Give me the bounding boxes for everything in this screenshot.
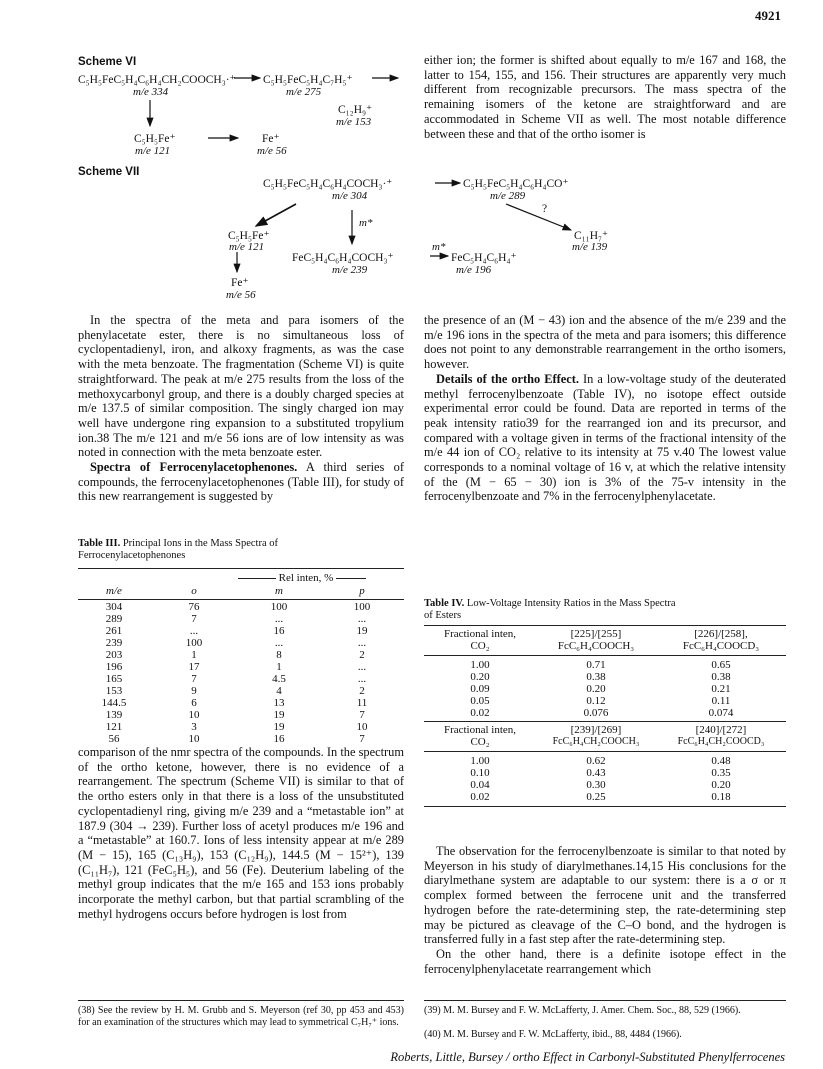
table-cell: 165 — [105, 673, 123, 685]
table-cell: 0.05 — [470, 695, 490, 707]
col-header-para: p — [359, 585, 365, 597]
table-cell: 10 — [188, 733, 200, 745]
page-number: 4921 — [755, 8, 781, 23]
table-cell: ... — [357, 673, 367, 685]
table-row — [424, 767, 786, 779]
table-cell: 1.00 — [470, 755, 490, 767]
scheme-vii-metastable-label: m* — [432, 241, 446, 253]
table-cell: 261 — [105, 625, 123, 637]
table-cell: 16 — [273, 733, 285, 745]
table-cell: 19 — [356, 625, 368, 637]
table-row — [424, 779, 786, 791]
table-iv-header-2 — [424, 724, 786, 748]
right-column-upper — [424, 313, 786, 504]
paragraph-meyerson: The observation for the ferrocenylbenzoate is similar to that noted by Meyerson in his study of diarylmethanes.14,15 His conclusions for the diarylmethane system are adaptable to our system: there is a σ or π complex formed between the ferrocene unit and the transferred hydrogen before the rate-determining step, the rate-determining step may be pictured as cleavage of the C–O bond, and the hydrogen is transferred fully in a fast step after the rate-determining step. — [424, 844, 786, 947]
table-cell: 9 — [191, 685, 197, 697]
table-row — [424, 707, 786, 719]
table-cell: 0.38 — [711, 671, 731, 683]
scheme-vi-fragment-121: C₅H₅Fe⁺ — [134, 133, 176, 145]
table-iv-top-rule — [424, 625, 786, 626]
table-cell: 121 — [105, 721, 123, 733]
paragraph-ortho-ketone: comparison of the nmr spectra of the compounds. In the spectrum of the ortho ketone, however, there is no evidence of a rearrangement. The spectrum (Scheme VII) is similar to that of the ortho esters only in that there is a loss of the unsubstituted cyclopentadienyl ring, giving m/e 239 and a “metastable ion” at 187.9 (304 → 239). Further loss of acetyl produces m/e 196 and a “metastable” at 160.7. Ions of less intensity appear at m/e 289 (M − 15), 165 (C₁₃H₉), 153 (C₁₂H₉), 144.5 (M − 15²⁺), 139 (C₁₁H₇), 121 (FeC₅H₅), and 56 (Fe). Deuterium labeling of the methyl group indicates that the m/e 165 and 153 ions probably incorporate the methyl carbon, but that partial scrambling of the methyl hydrogens occurs before hydrogen is lost from — [78, 745, 404, 921]
col-header: FcC₆H₄CH₂COOCD₃ — [677, 736, 765, 747]
table-row — [78, 685, 404, 697]
table-cell: 0.02 — [470, 707, 490, 719]
col-header: Fractional inten, — [443, 628, 517, 640]
col-header: Fractional inten, — [443, 724, 517, 736]
scheme-vii-fragment-139: C₁₁H₇⁺ — [574, 230, 609, 242]
footnote-40: (40) M. M. Bursey and F. W. McLafferty, ibid., 88, 4484 (1966). — [424, 1029, 682, 1040]
table-row — [78, 625, 404, 637]
scheme-vi-parent-ion: C₅H₅FeC₅H₄C₆H₄CH₂COOCH₃·⁺ — [78, 74, 236, 86]
table-cell: 17 — [188, 661, 200, 673]
scheme-vii-fragment-196: FeC₅H₄C₆H₄⁺ — [451, 252, 517, 264]
table-cell: 2 — [359, 685, 365, 697]
table-row — [424, 659, 786, 671]
table-cell: 0.11 — [711, 695, 731, 707]
scheme-vii-fragment-289: C₅H₅FeC₅H₄C₆H₄CO⁺ — [463, 178, 569, 190]
scheme-vii-fragment-56-mz: m/e 56 — [226, 289, 256, 301]
table-iv-header-rule — [424, 655, 786, 656]
table-cell: 0.21 — [711, 683, 731, 695]
table-iv-header-rule-2 — [424, 751, 786, 752]
table-label: Table IV. — [424, 598, 465, 609]
table-cell: 19 — [273, 721, 285, 733]
table-row — [78, 637, 404, 649]
running-footer: Roberts, Little, Bursey / ortho Effect in Carbonyl-Substituted Phenylferrocenes — [390, 1050, 785, 1064]
col-header-ortho: o — [191, 585, 197, 597]
table-cell: 19 — [273, 709, 285, 721]
table-row — [78, 721, 404, 733]
table-row — [78, 613, 404, 625]
paragraph-isotope-effect: On the other hand, there is a definite isotope effect in the ferrocenylphenylacetate rearrangement which — [424, 946, 786, 976]
table-cell: 0.30 — [586, 779, 606, 791]
right-column-intro — [424, 53, 786, 141]
col-header-meta: m — [275, 585, 283, 597]
table-iv-caption — [424, 598, 684, 622]
col-header: FcC₆H₄COOCD₃ — [682, 640, 760, 652]
table-cell: 10 — [188, 709, 200, 721]
right-column-lower — [424, 844, 786, 976]
scheme-vi-fragment-121-mz: m/e 121 — [135, 145, 171, 157]
table-cell: 0.20 — [586, 683, 606, 695]
scheme-vii-fragment-121: C₅H₅Fe⁺ — [228, 230, 270, 242]
table-cell: 139 — [105, 709, 123, 721]
scheme-vii-metastable-label: m* — [359, 217, 373, 229]
col-header: CO₂ — [470, 640, 490, 652]
caption-text: Low-Voltage Intensity Ratios in the Mass Spectra of Esters — [424, 598, 676, 621]
table-cell: ... — [357, 637, 367, 649]
table-iii-top-rule — [78, 568, 404, 569]
scheme-vii-fragment-139-mz: m/e 139 — [572, 241, 608, 253]
table-cell: 16 — [273, 625, 285, 637]
table-row — [424, 755, 786, 767]
table-cell: 0.43 — [586, 767, 606, 779]
table-cell: 0.65 — [711, 659, 731, 671]
table-iv-body-1 — [424, 659, 786, 719]
scheme-arrows — [0, 0, 823, 300]
table-cell: 0.10 — [470, 767, 490, 779]
table-row — [78, 709, 404, 721]
col-header-mz: m/e — [106, 585, 122, 597]
table-cell: 0.074 — [708, 707, 734, 719]
table-iv-header-1 — [424, 628, 786, 652]
table-cell: 0.04 — [470, 779, 490, 791]
table-cell: 7 — [191, 673, 197, 685]
scheme-vii-fragment-239-mz: m/e 239 — [332, 264, 368, 276]
table-cell: 0.48 — [711, 755, 731, 767]
scheme-vi-label: Scheme VI — [78, 56, 137, 68]
table-cell: 0.38 — [586, 671, 606, 683]
table-iii-header-rule — [78, 599, 404, 600]
scheme-vii-parent-mz: m/e 304 — [332, 190, 368, 202]
table-cell: 203 — [105, 649, 123, 661]
table-row — [424, 683, 786, 695]
table-cell: 76 — [188, 601, 200, 613]
table-cell: ... — [357, 661, 367, 673]
scheme-vii-label: Scheme VII — [78, 166, 140, 178]
col-header: [240]/[272] — [695, 724, 747, 736]
table-cell: 7 — [191, 613, 197, 625]
footnote-38: (38) See the review by H. M. Grubb and S. Meyerson (ref 30, pp 453 and 453) for an examination of the structures which may lead to symmetrical C₇H₇⁺ ions. — [78, 1005, 404, 1028]
table-cell: 7 — [359, 709, 365, 721]
scheme-vi-parent-mz: m/e 334 — [133, 86, 169, 98]
scheme-vii-fragment-121-mz: m/e 121 — [229, 241, 265, 253]
col-header: FcC₆H₄COOCH₃ — [557, 640, 635, 652]
table-cell: 7 — [359, 733, 365, 745]
arrow-289-to-139 — [506, 204, 571, 230]
table-row — [78, 697, 404, 709]
group-header-text: Rel inten, % — [278, 572, 334, 584]
left-column-lower — [78, 745, 404, 921]
col-header: [225]/[255] — [570, 628, 622, 640]
paragraph-ortho-effect — [424, 372, 786, 504]
table-cell: 196 — [105, 661, 123, 673]
table-cell: 100 — [353, 601, 371, 613]
table-cell: 1 — [276, 661, 282, 673]
paragraph-text: In a low-voltage study of the deuterated methyl ferrocenylbenzoate (Table IV), no isotope effect outside experimental error could be found. Data are reported in terms of the peak intensity ratio39 for the rearranged ion and its precursor, and compared with a voltage given in terms of the fractional intensity of the m/e 44 ion of CO₂ relative to its intensity at 75 v.40 The lowest value corresponds to a nominal voltage of 16 v, at which the relative intensity of the (M − 65 − 30) ion is 3% of the 75-v intensity in the ferrocenylbenzoate and 7% in the ferrocenylphenylacetate. — [424, 371, 786, 504]
table-row — [78, 673, 404, 685]
table-row — [424, 791, 786, 803]
table-iii-group-header — [222, 572, 382, 584]
scheme-vi-fragment-275: C₅H₅FeC₅H₄C₇H₅⁺ — [263, 74, 353, 86]
table-row — [78, 661, 404, 673]
table-cell: 2 — [359, 649, 365, 661]
table-cell: 0.02 — [470, 791, 490, 803]
scheme-vi-fragment-56-mz: m/e 56 — [257, 145, 287, 157]
table-cell: ... — [274, 637, 284, 649]
table-cell: 0.71 — [586, 659, 606, 671]
paragraph-text: A third series of compounds, the ferrocenylacetophenones (Table III), for study of this new rearrangement is suggested by — [78, 460, 404, 504]
table-cell: 11 — [356, 697, 368, 709]
scheme-vi-fragment-275-mz: m/e 275 — [286, 86, 322, 98]
table-cell: 144.5 — [101, 697, 127, 709]
table-row — [424, 671, 786, 683]
table-cell: 1 — [191, 649, 197, 661]
table-row — [424, 695, 786, 707]
table-cell: ... — [357, 613, 367, 625]
table-cell: 0.20 — [711, 779, 731, 791]
table-cell: 0.18 — [711, 791, 731, 803]
table-cell: 1.00 — [470, 659, 490, 671]
paragraph-phenylacetate: In the spectra of the meta and para isomers of the phenylacetate ester, there is no simultaneous loss of cyclopentadienyl, iron, and alkoxy fragments, as was the case with the meta benzoate. The fragmentation (Scheme VI) is quite straightforward. The peak at m/e 275 results from the loss of the methoxycarbonyl group, and there is a doubly charged species at m/e 137.5 of similar composition. The singly charged ion may well have undergone ring expansion to a substituted tropylium ion.38 The m/e 121 and m/e 56 ions are of low intensity as was noted in connection with the meta benzoate ester. — [78, 313, 404, 460]
col-header: FcC₆H₄CH₂COOCH₃ — [552, 736, 640, 747]
scheme-vii-question-mark: ? — [542, 203, 548, 215]
section-heading: Details of the ortho Effect. — [436, 371, 579, 386]
table-cell: 56 — [108, 733, 120, 745]
table-iii-body — [78, 601, 404, 745]
scheme-vii-parent-ion: C₅H₅FeC₅H₄C₆H₄COCH₃·⁺ — [263, 178, 393, 190]
table-cell: 0.35 — [711, 767, 731, 779]
table-cell: 6 — [191, 697, 197, 709]
scheme-vii-fragment-289-mz: m/e 289 — [490, 190, 526, 202]
table-cell: 13 — [273, 697, 285, 709]
table-cell: 0.20 — [470, 671, 490, 683]
table-iv-bottom-rule — [424, 806, 786, 807]
table-cell: 0.09 — [470, 683, 490, 695]
table-cell: 100 — [270, 601, 288, 613]
footnote-39: (39) M. M. Bursey and F. W. McLafferty, J. Amer. Chem. Soc., 88, 529 (1966). — [424, 1005, 741, 1016]
header-dash — [336, 578, 366, 579]
table-row — [78, 649, 404, 661]
caption-text: Principal Ions in the Mass Spectra of Ferrocenylacetophenones — [78, 538, 278, 561]
table-cell: 0.62 — [586, 755, 606, 767]
scheme-vi-fragment-153-mz: m/e 153 — [336, 116, 372, 128]
table-cell: ... — [274, 613, 284, 625]
table-cell: 10 — [356, 721, 368, 733]
col-header: CO₂ — [470, 736, 490, 748]
table-iv-body-2 — [424, 755, 786, 803]
left-column-upper — [78, 313, 404, 504]
table-cell: 289 — [105, 613, 123, 625]
scheme-vi-fragment-153: C₁₂H₉⁺ — [338, 104, 373, 116]
scheme-vii-fragment-56: Fe⁺ — [231, 277, 249, 289]
table-cell: 153 — [105, 685, 123, 697]
table-row — [78, 601, 404, 613]
table-cell: 4 — [276, 685, 282, 697]
table-cell: 8 — [276, 649, 282, 661]
table-cell: 3 — [191, 721, 197, 733]
table-cell: ... — [189, 625, 199, 637]
footnote-rule — [78, 1000, 404, 1001]
arrow-304-to-121 — [256, 204, 296, 226]
table-cell: 0.076 — [583, 707, 609, 719]
table-row — [78, 733, 404, 745]
table-cell: 0.12 — [586, 695, 606, 707]
header-dash — [238, 578, 276, 579]
table-cell: 304 — [105, 601, 123, 613]
col-header: [239]/[269] — [570, 724, 622, 736]
paragraph: either ion; the former is shifted about equally to m/e 167 and 168, the latter to 154, 155, and 156. Their structures are apparently very much different from recognizable precursors. The mass spectra of the remaining isomers of the ketone are straightforward and are accommodated in Scheme VII as well. The most notable difference between these and that of the ortho isomer is — [424, 53, 786, 141]
table-label: Table III. — [78, 538, 121, 549]
scheme-vii-fragment-196-mz: m/e 196 — [456, 264, 492, 276]
table-iii-header — [78, 585, 404, 597]
table-cell: 4.5 — [272, 673, 286, 685]
scheme-vii-fragment-239: FeC₅H₄C₆H₄COCH₃⁺ — [292, 252, 394, 264]
table-cell: 100 — [185, 637, 203, 649]
table-iii-caption — [78, 538, 378, 562]
paragraph-ferrocenylacetophenones — [78, 460, 404, 504]
table-cell: 0.25 — [586, 791, 606, 803]
footnote-rule — [424, 1000, 786, 1001]
scheme-vi-fragment-56: Fe⁺ — [262, 133, 280, 145]
table-cell: 239 — [105, 637, 123, 649]
paragraph-m43: the presence of an (M − 43) ion and the absence of the m/e 239 and the m/e 196 ions in the spectra of the meta and para isomers; this difference does not point to any demonstrable rearrangement in the ortho isomers, however. — [424, 313, 786, 372]
section-heading: Spectra of Ferrocenylacetophenones. — [90, 460, 298, 475]
col-header: [226]/[258], — [694, 628, 748, 640]
table-iv-mid-rule — [424, 721, 786, 722]
